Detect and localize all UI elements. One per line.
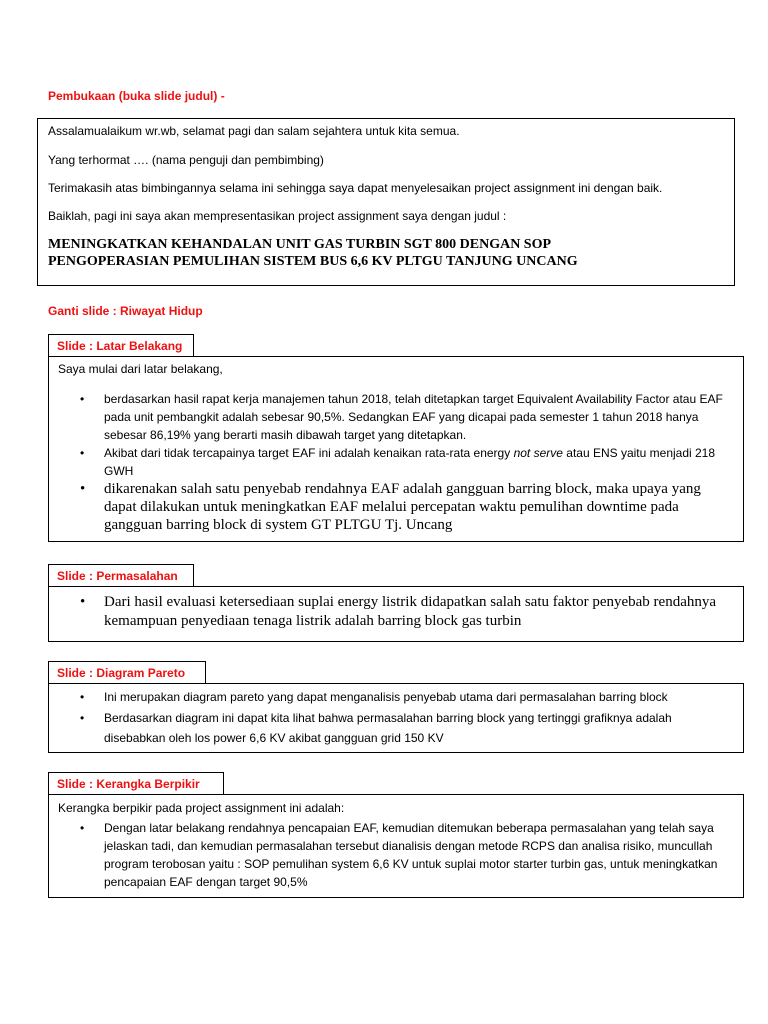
bullet-icon: •	[80, 711, 85, 725]
bullet-icon: •	[80, 690, 85, 704]
latar-bullet-2-post: atau ENS yaitu menjadi 218 GWH	[104, 446, 716, 478]
greeting-line: Assalamualaikum wr.wb, selamat pagi dan salam sejahtera untuk kita semua.	[48, 124, 460, 138]
bullet-icon: •	[80, 446, 85, 460]
project-title-line-2: PENGOPERASIAN PEMULIHAN SISTEM BUS 6,6 KV PLTGU TANJUNG UNCANG	[48, 254, 578, 269]
list-item	[80, 390, 734, 444]
pareto-bullet-2: Berdasarkan diagram ini dapat kita lihat bahwa permasalahan barring block yang tertinggi grafiknya adalah disebabkan oleh los power 6,6 KV akibat gangguan grid 150 KV	[104, 711, 672, 745]
pareto-list	[80, 687, 734, 748]
latar-bullet-3: dikarenakan salah satu penyebab rendahnya EAF adalah gangguan barring block, maka upaya yang dapat dilakukan untuk meningkatkan EAF melalui percepatan waktu pemulihan downtime pada gangguan barring block di system GT PLTGU Tj. Uncang	[104, 481, 701, 533]
tab-kerangka-berpikir: Slide : Kerangka Berpikir	[48, 772, 224, 794]
latar-list	[80, 390, 734, 534]
project-title-line-1: MENINGKATKAN KEHANDALAN UNIT GAS TURBIN SGT 800 DENGAN SOP	[48, 237, 552, 252]
honorific-line: Yang terhormat …. (nama penguji dan pembimbing)	[48, 153, 324, 167]
permasalahan-bullet-1: Dari hasil evaluasi ketersediaan suplai energy listrik didapatkan salah satu faktor penyebab rendahnya kemampuan penyediaan tenaga listrik adalah barring block gas turbin	[104, 594, 717, 629]
kerangka-list	[80, 819, 734, 891]
project-title	[48, 236, 728, 270]
latar-bullet-1: berdasarkan hasil rapat kerja manajemen tahun 2018, telah ditetapkan target Equivalent Availability Factor atau EAF pada unit pembangkit adalah sebesar 90,5%. Sedangkan EAF yang dicapai pada semester 1 tahun 2018 hanya sebesar 86,19% yang berarti masih dibawah target yang ditetapkan.	[104, 392, 723, 442]
list-item	[80, 593, 734, 631]
permasalahan-box	[48, 586, 744, 642]
pembukaan-box	[37, 118, 735, 286]
pareto-box	[48, 683, 744, 753]
bullet-icon: •	[80, 821, 85, 835]
kerangka-intro: Kerangka berpikir pada project assignment ini adalah:	[58, 801, 345, 815]
latar-intro: Saya mulai dari latar belakang,	[58, 362, 223, 376]
latar-box	[48, 356, 744, 542]
list-item	[80, 819, 734, 891]
kerangka-box	[48, 794, 744, 898]
bullet-icon: •	[80, 594, 86, 610]
pareto-bullet-1: Ini merupakan diagram pareto yang dapat menganalisis penyebab utama dari permasalahan barring block	[104, 690, 668, 704]
intro-line: Baiklah, pagi ini saya akan mempresentasikan project assignment saya dengan judul :	[48, 209, 507, 223]
tab-latar-belakang: Slide : Latar Belakang	[48, 334, 194, 356]
latar-bullet-2-italic: not serve	[513, 446, 563, 460]
list-item	[80, 687, 734, 707]
kerangka-bullet-1: Dengan latar belakang rendahnya pencapaian EAF, kemudian ditemukan beberapa permasalahan yang telah saya jelaskan tadi, dan kemudian permasalahan tersebut dianalisis dengan metode RCPS dan analisa risiko, muncullah program terobosan yaitu : SOP pemulihan system 6,6 KV untuk suplai motor starter turbin gas, untuk meningkatkan pencapaian EAF dengan target 90,5%	[104, 821, 718, 889]
list-item	[80, 444, 734, 480]
bullet-icon: •	[80, 392, 85, 406]
tab-permasalahan: Slide : Permasalahan	[48, 564, 194, 586]
list-item	[80, 708, 734, 748]
ganti-slide-riwayat: Ganti slide : Riwayat Hidup	[48, 304, 203, 318]
thanks-line: Terimakasih atas bimbingannya selama ini sehingga saya dapat menyelesaikan project assignment ini dengan baik.	[48, 181, 663, 195]
list-item	[80, 480, 734, 534]
bullet-icon: •	[80, 481, 86, 497]
latar-bullet-2-pre: Akibat dari tidak tercapainya target EAF ini adalah kenaikan rata-rata energy	[104, 446, 514, 460]
permasalahan-list	[80, 593, 734, 631]
pembukaan-heading: Pembukaan (buka slide judul) -	[48, 89, 225, 103]
tab-diagram-pareto: Slide : Diagram Pareto	[48, 661, 206, 683]
